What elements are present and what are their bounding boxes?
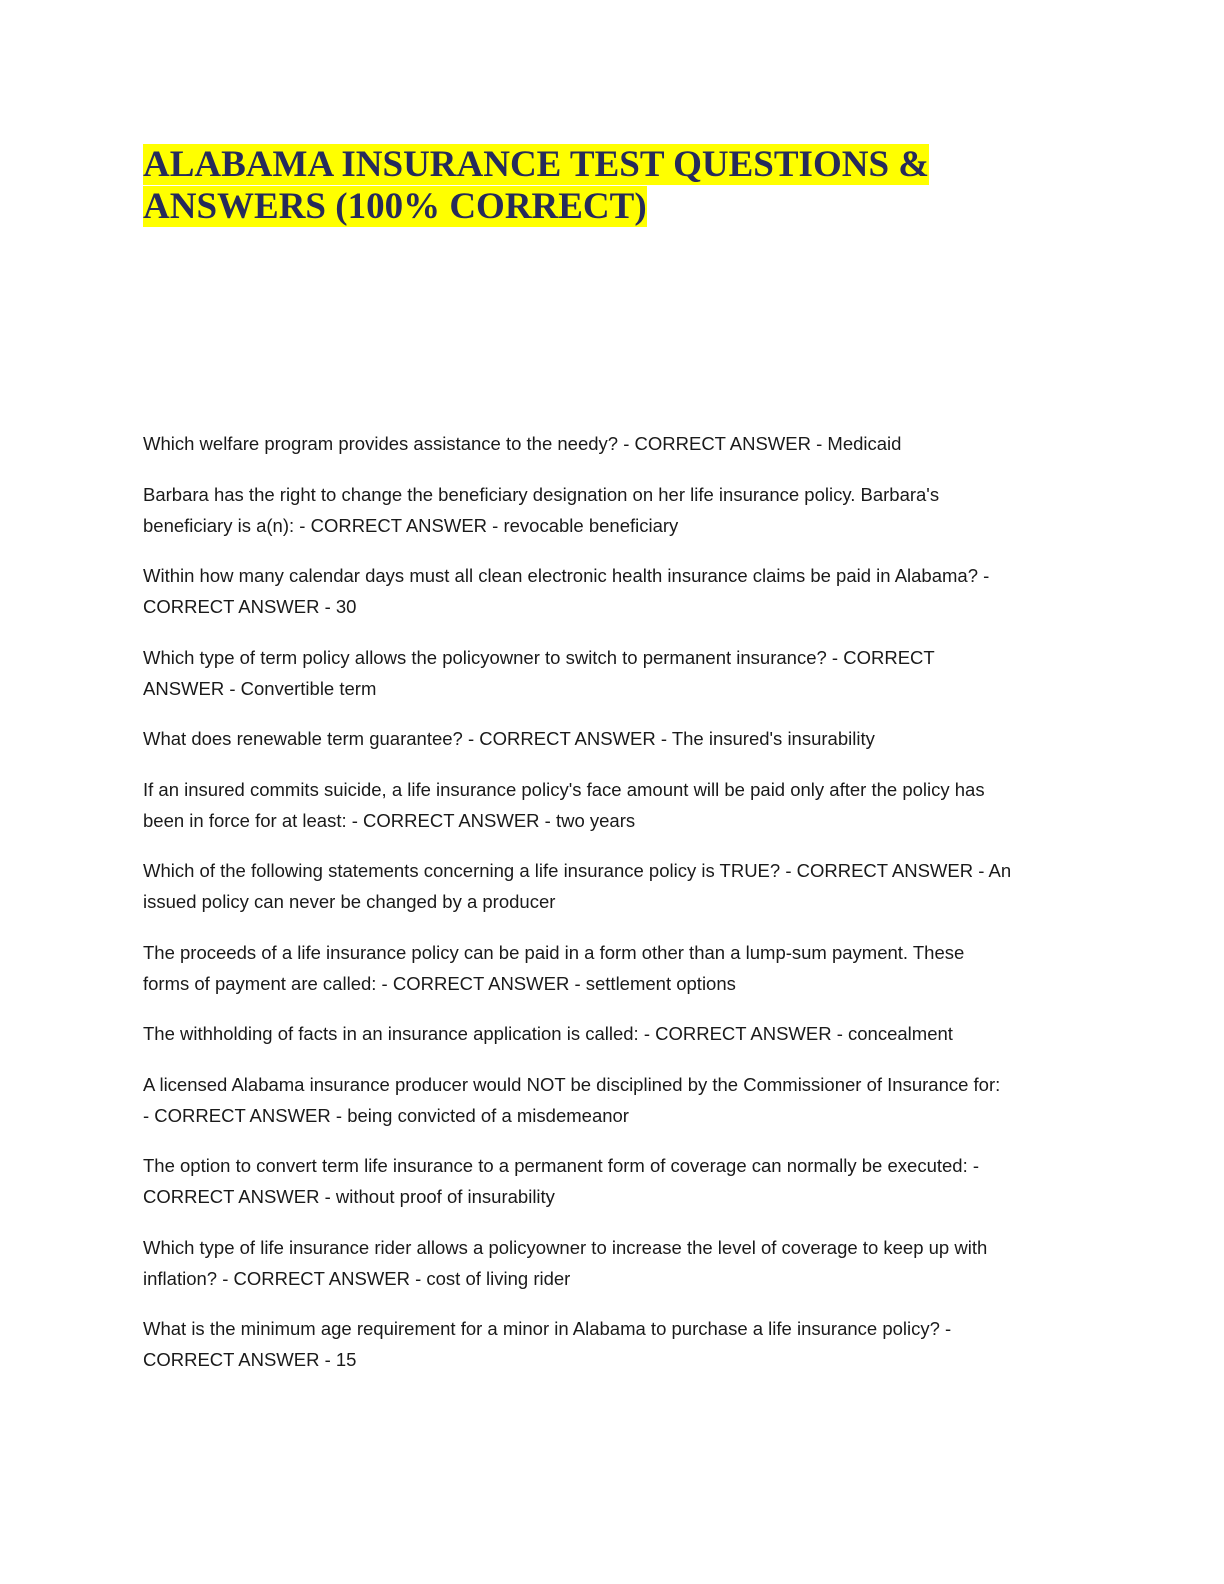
qa-line: issued policy can never be changed by a producer xyxy=(143,891,556,912)
qa-line: The option to convert term life insurance to a permanent form of coverage can normally be executed: - xyxy=(143,1155,980,1176)
qa-item xyxy=(143,855,1103,917)
qa-line: If an insured commits suicide, a life insurance policy's face amount will be paid only after the policy has xyxy=(143,778,985,800)
qa-line: CORRECT ANSWER - 15 xyxy=(143,1349,357,1370)
qa-item xyxy=(143,1018,1103,1049)
qa-item xyxy=(143,642,1103,704)
qa-line: inflation? - CORRECT ANSWER - cost of living rider xyxy=(143,1267,571,1289)
qa-line: - CORRECT ANSWER - being convicted of a misdemeanor xyxy=(143,1104,629,1126)
document-title xyxy=(143,144,929,228)
qa-item xyxy=(143,428,1103,459)
qa-item xyxy=(143,560,1103,622)
qa-item xyxy=(143,1313,1103,1375)
qa-line: Which welfare program provides assistance to the needy? - CORRECT ANSWER - Medicaid xyxy=(143,433,902,454)
qa-line: ANSWER - Convertible term xyxy=(143,677,377,699)
qa-line: been in force for at least: - CORRECT ANSWER - two years xyxy=(143,809,636,831)
qa-line: CORRECT ANSWER - 30 xyxy=(143,596,357,617)
qa-item xyxy=(143,479,1103,541)
qa-line: CORRECT ANSWER - without proof of insurability xyxy=(143,1186,555,1207)
qa-line: The proceeds of a life insurance policy can be paid in a form other than a lump-sum payment. These xyxy=(143,941,965,963)
qa-item xyxy=(143,774,1103,836)
qa-item xyxy=(143,1069,1103,1131)
title-line: ANSWERS (100% CORRECT) xyxy=(143,186,647,227)
qa-line: beneficiary is a(n): - CORRECT ANSWER - revocable beneficiary xyxy=(143,514,679,536)
qa-item xyxy=(143,1232,1103,1294)
qa-line: Which of the following statements concerning a life insurance policy is TRUE? - CORRECT ANSWER - An xyxy=(143,860,1012,881)
qa-line: What does renewable term guarantee? - CORRECT ANSWER - The insured's insurability xyxy=(143,728,875,749)
qa-item xyxy=(143,723,1103,754)
qa-line: Which type of life insurance rider allows a policyowner to increase the level of coverage to keep up with xyxy=(143,1236,988,1258)
qa-line: forms of payment are called: - CORRECT ANSWER - settlement options xyxy=(143,972,736,994)
qa-item xyxy=(143,1150,1103,1212)
qa-line: Which type of term policy allows the policyowner to switch to permanent insurance? - CORRECT xyxy=(143,646,935,668)
qa-line: Within how many calendar days must all clean electronic health insurance claims be paid in Alabama? - xyxy=(143,565,990,586)
qa-line: What is the minimum age requirement for a minor in Alabama to purchase a life insurance policy? - xyxy=(143,1318,952,1339)
qa-item xyxy=(143,937,1103,999)
qa-line: Barbara has the right to change the beneficiary designation on her life insurance policy. Barbara's xyxy=(143,483,940,505)
title-line: ALABAMA INSURANCE TEST QUESTIONS & xyxy=(143,144,930,185)
qa-line: A licensed Alabama insurance producer would NOT be disciplined by the Commissioner of Insurance for: xyxy=(143,1073,1001,1095)
qa-line: The withholding of facts in an insurance application is called: - CORRECT ANSWER - concealment xyxy=(143,1023,953,1044)
qa-list xyxy=(143,428,1103,1395)
